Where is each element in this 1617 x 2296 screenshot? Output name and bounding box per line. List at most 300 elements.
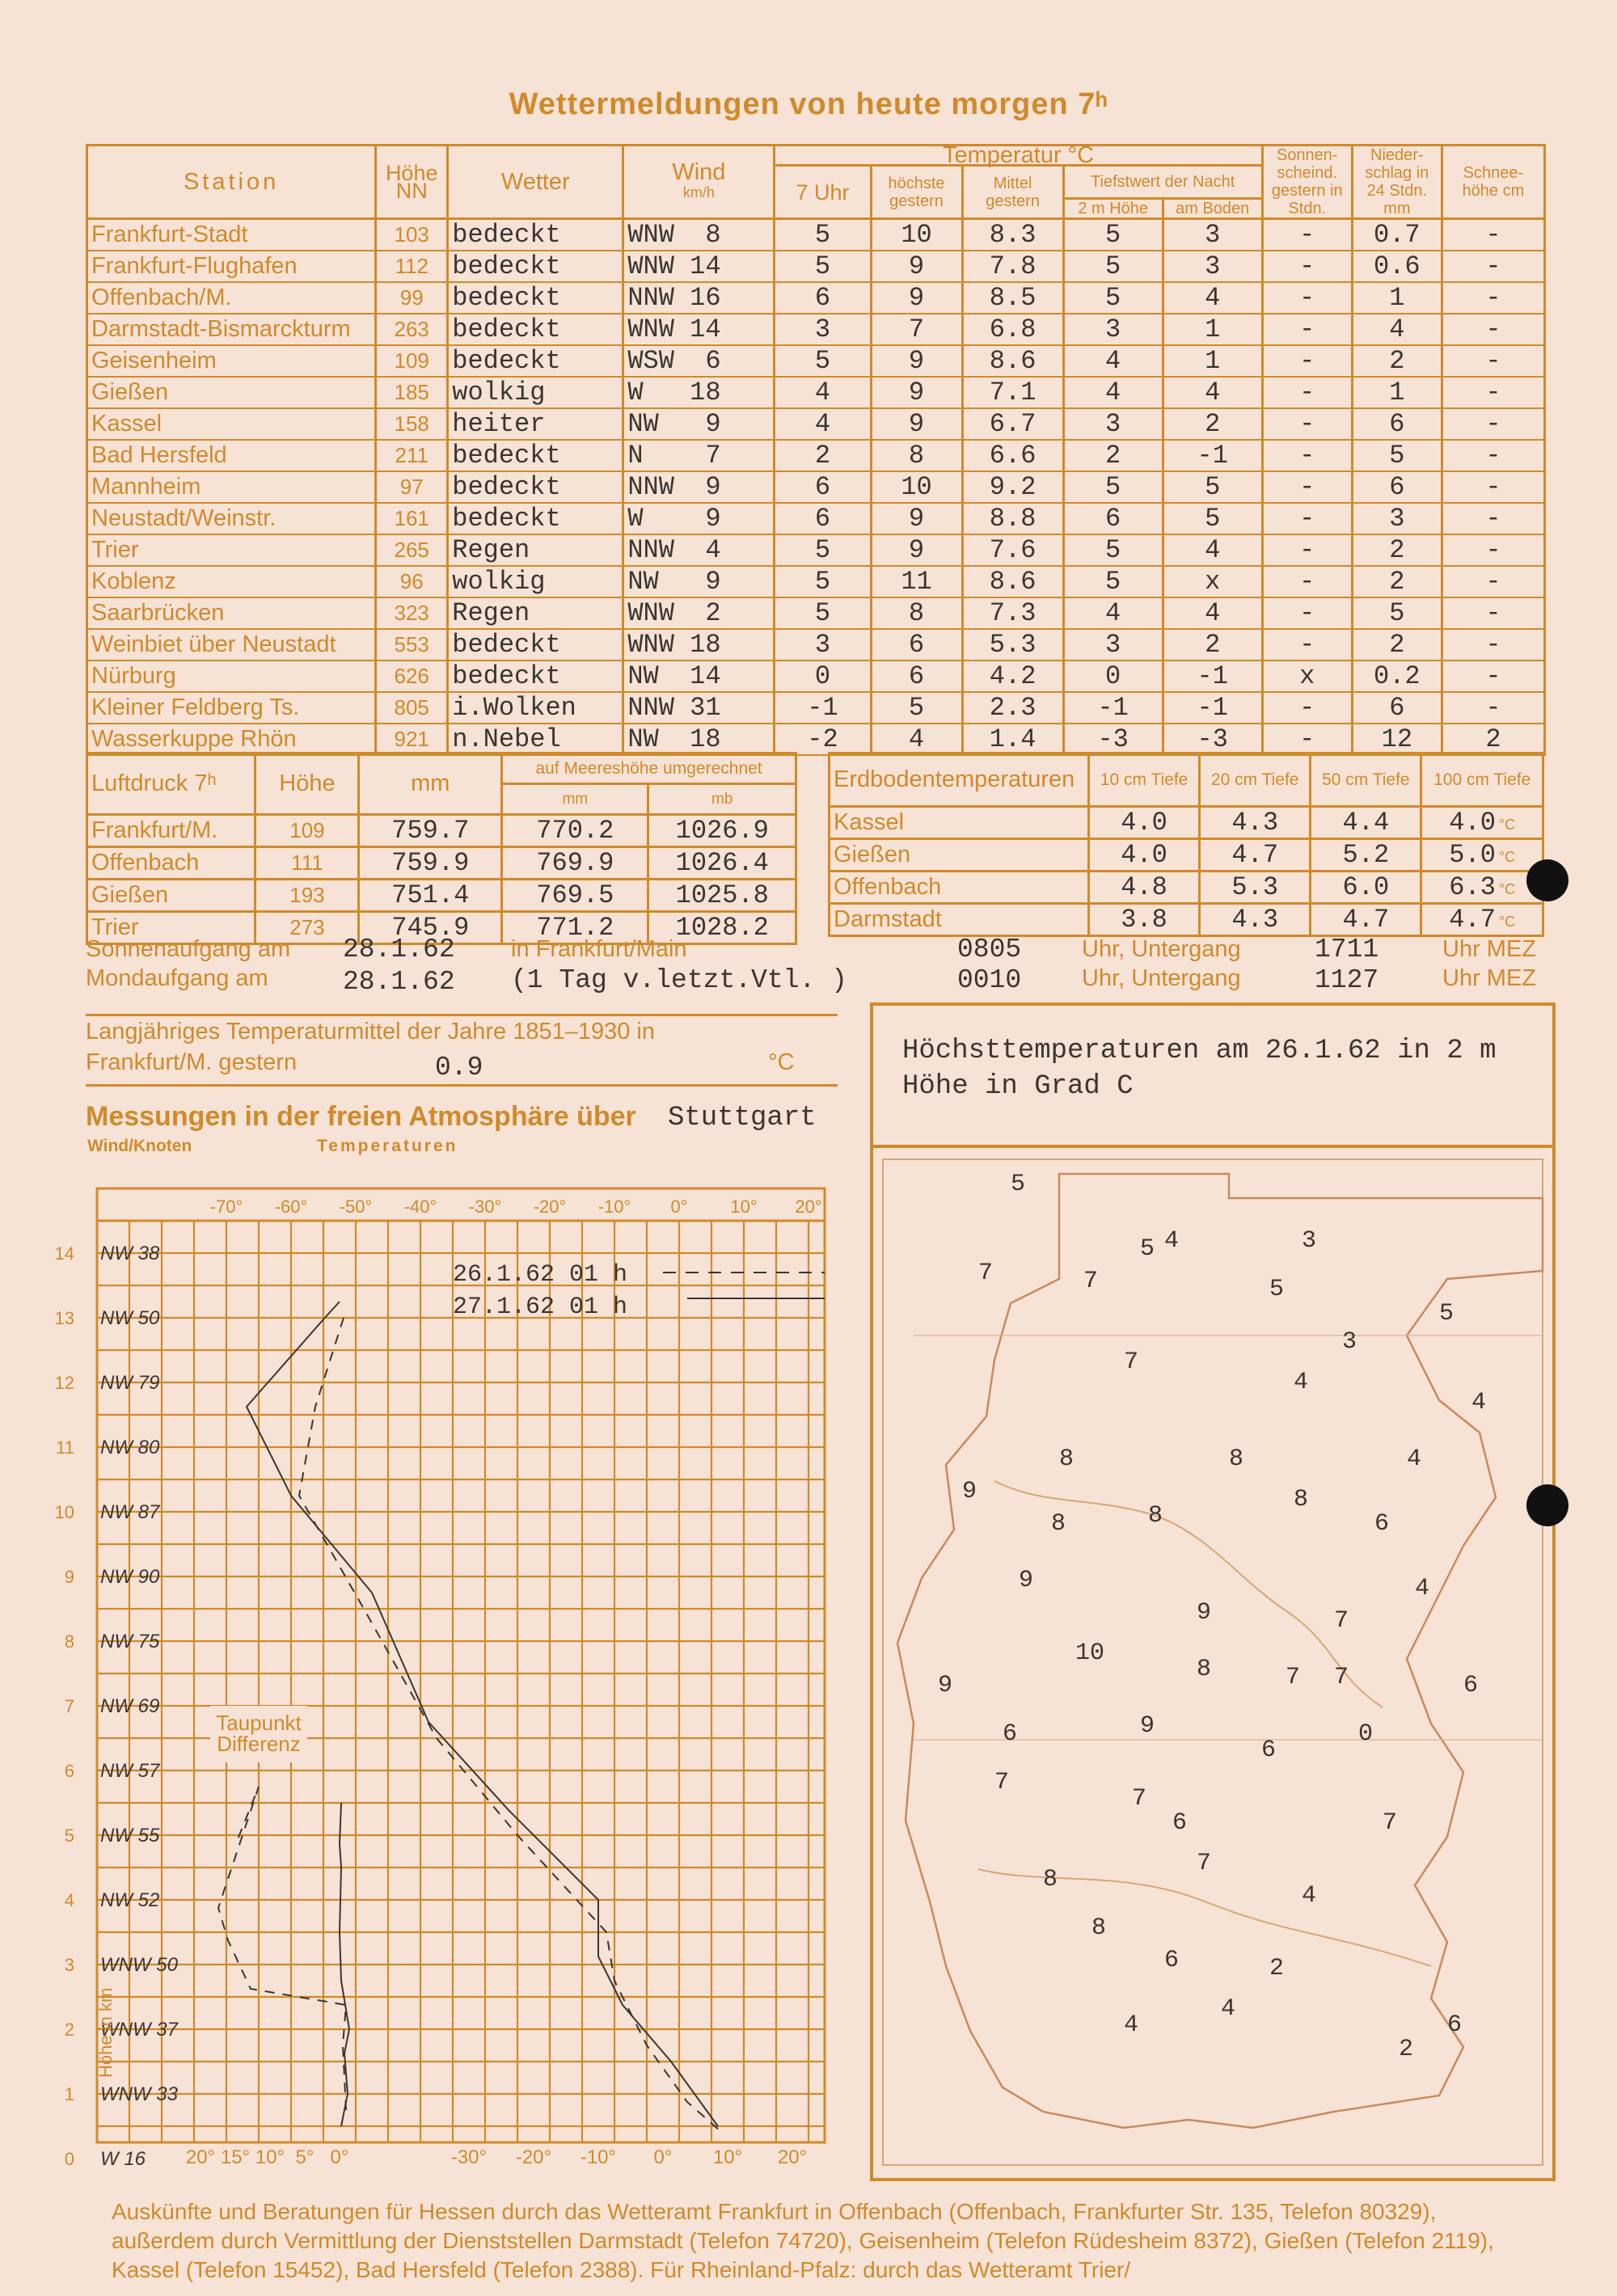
map-reading: 4	[1164, 1227, 1180, 1255]
cell: W 9	[623, 503, 775, 534]
table-row	[87, 377, 1545, 408]
cell: 158	[376, 408, 448, 440]
map-reading: 6	[1447, 2011, 1463, 2039]
cell: 4	[1063, 597, 1163, 629]
map-reading: 3	[1342, 1328, 1357, 1356]
cell: 759.7	[359, 815, 502, 847]
cell: 5	[1063, 282, 1163, 314]
sonnenaufgang-date: 28.1.62	[343, 935, 455, 964]
cell: -	[1262, 629, 1352, 661]
cell	[1421, 904, 1543, 936]
station-name: Offenbach	[87, 847, 255, 880]
table-row	[87, 503, 1545, 534]
km-tick: 5	[64, 1825, 74, 1846]
cell: 2	[1442, 724, 1544, 755]
map-reading: 7	[1334, 1607, 1349, 1635]
cell: 3	[775, 314, 871, 345]
cell: bedeckt	[448, 251, 623, 282]
cell: 626	[376, 661, 448, 692]
cell: Regen	[448, 597, 623, 629]
map-reading: 4	[1124, 2011, 1139, 2039]
cell: bedeckt	[448, 219, 623, 251]
col-station: Station	[87, 146, 376, 219]
map-reading: 5	[1011, 1171, 1026, 1198]
map-reading: 4	[1302, 1882, 1317, 1910]
map-title: Höchsttemperaturen am 26.1.62 in 2 m Höhe in Grad C	[902, 1036, 1497, 1102]
value: 4.3	[1231, 808, 1279, 838]
col-hoehe: Höhe NN	[376, 146, 448, 219]
value: 4.8	[1121, 872, 1167, 902]
mondaufgang-label: Mondaufgang am	[86, 965, 268, 991]
cell: bedeckt	[448, 314, 623, 345]
km-tick: 1	[64, 2084, 74, 2104]
cell: 769.9	[502, 847, 648, 880]
cell: 3	[1063, 629, 1163, 661]
cell: -1	[775, 692, 871, 724]
cell: -	[1262, 251, 1352, 282]
cell: WNW 18	[623, 629, 775, 661]
cell: 4	[1163, 534, 1262, 566]
cell: 111	[255, 847, 359, 880]
cell: 211	[376, 440, 448, 471]
wind-value: NW 57	[100, 1760, 160, 1782]
cell: 7	[871, 314, 962, 345]
cell: 12	[1352, 724, 1442, 755]
cell: -	[1442, 314, 1544, 345]
table-row	[87, 471, 1545, 503]
table-row	[87, 692, 1545, 724]
wind-value: NW 80	[100, 1437, 160, 1458]
map-reading: 9	[1019, 1567, 1034, 1594]
station-name: Koblenz	[87, 566, 376, 597]
wind-value: NW 52	[100, 1889, 160, 1911]
km-tick: 4	[64, 1890, 74, 1910]
atmosphere-heading: Messungen in der freien Atmosphäre über	[86, 1101, 636, 1132]
cell: 1025.8	[648, 880, 796, 912]
cell: 8.3	[962, 219, 1063, 251]
cell: 6	[775, 282, 871, 314]
top-tick: -10°	[597, 1197, 631, 1217]
table-row	[830, 904, 1543, 936]
map-reading: 0	[1358, 1720, 1374, 1748]
bottom-tick: 0°	[330, 2146, 349, 2168]
atmosphere-city: Stuttgart	[668, 1103, 817, 1133]
col-wetter: Wetter	[448, 146, 623, 219]
cell: 4	[1163, 282, 1262, 314]
cell: 5	[775, 251, 871, 282]
taupunkt-label-2: Differenz	[217, 1732, 301, 1756]
cell: 771.2	[502, 912, 648, 944]
cell: 2	[1352, 345, 1442, 377]
col-7uhr: 7 Uhr	[775, 166, 871, 219]
cell: -	[1262, 471, 1352, 503]
value: 4.3	[1231, 905, 1279, 935]
cell: -	[1262, 692, 1352, 724]
cell: -	[1262, 503, 1352, 534]
cell: bedeckt	[448, 661, 623, 692]
station-name: Kassel	[830, 807, 1089, 839]
temp-label: Temperaturen	[317, 1137, 458, 1155]
table-row	[830, 807, 1543, 839]
value: 5.2	[1342, 840, 1390, 870]
luftdruck-table	[86, 752, 797, 945]
cell: 770.2	[502, 815, 648, 847]
cell: 5	[1063, 534, 1163, 566]
cell: 5.3	[962, 629, 1063, 661]
cell: NW 9	[623, 566, 775, 597]
col-tiefst-boden: am Boden	[1163, 199, 1262, 219]
cell: bedeckt	[448, 440, 623, 471]
map-reading: 7	[1383, 1809, 1398, 1837]
table-row	[87, 847, 796, 880]
cell: bedeckt	[448, 282, 623, 314]
table-row	[87, 282, 1545, 314]
cell: 185	[376, 377, 448, 408]
cell: -	[1442, 471, 1544, 503]
wind-value: NW 55	[100, 1825, 160, 1847]
cell: 112	[376, 251, 448, 282]
erdboden-20: 20 cm Tiefe	[1200, 753, 1311, 807]
cell: 9	[871, 503, 962, 534]
cell: 1	[1352, 377, 1442, 408]
cell: 6	[775, 471, 871, 503]
cell: NW 18	[623, 724, 775, 755]
cell: 103	[376, 219, 448, 251]
cell	[1200, 872, 1311, 904]
ort-label: in Frankfurt/Main	[511, 936, 687, 962]
cell	[1200, 904, 1311, 936]
cell: 5	[775, 219, 871, 251]
top-tick: -70°	[209, 1197, 243, 1217]
col-sonne: Sonnen-scheind. gestern in Stdn.	[1262, 146, 1352, 219]
table-row	[87, 345, 1545, 377]
cell: 3	[775, 629, 871, 661]
map-reading: 9	[1140, 1712, 1155, 1740]
col-schnee: Schnee-höhe cm	[1442, 146, 1544, 219]
cell: 2	[1063, 440, 1163, 471]
cell: 2.3	[962, 692, 1063, 724]
cell: 5	[1163, 471, 1262, 503]
map-reading: 6	[1261, 1737, 1277, 1764]
map-reading: 6	[1164, 1947, 1180, 1974]
cell: -	[1262, 314, 1352, 345]
cell: 9	[871, 408, 962, 440]
cell: 109	[376, 345, 448, 377]
cell: 193	[255, 880, 359, 912]
cell: 9	[871, 377, 962, 408]
cell: Regen	[448, 534, 623, 566]
top-tick: -60°	[274, 1197, 308, 1217]
cell: -	[1262, 597, 1352, 629]
cell: -1	[1163, 440, 1262, 471]
value: 4.4	[1342, 808, 1390, 838]
cell	[1311, 839, 1421, 872]
mond-unter: 1127	[1315, 965, 1379, 995]
cell: -1	[1163, 661, 1262, 692]
top-tick: -50°	[339, 1197, 373, 1217]
cell: 6	[871, 661, 962, 692]
cell: 553	[376, 629, 448, 661]
cell: -	[1442, 692, 1544, 724]
map-reading: 6	[1003, 1720, 1018, 1748]
map-reading: 9	[938, 1672, 953, 1699]
cell: 2	[775, 440, 871, 471]
luftdruck-meer-mb: mb	[648, 784, 796, 815]
map-grid	[914, 1336, 1543, 1740]
cell: -	[1442, 534, 1544, 566]
table-row	[87, 661, 1545, 692]
bottom-tick: 20°	[777, 2146, 808, 2168]
cell: -	[1442, 282, 1544, 314]
atmosphere-grid	[97, 1188, 825, 2142]
footer-text: Auskünfte und Beratungen für Hessen durch das Wetteramt Frankfurt in Offenbach (Offenbach, Frankfurter Str. 135, Telefon 80329), außerdem durch Vermittlung der Dienststellen Darmstadt (Telefon 74720), Geisenheim (Telefon Rüdesheim 8372), Gießen (Telefon 2119), Kassel (Telefon 15452), Bad Hersfeld (Telefon 2388). Für Rheinland-Pfalz: durch das Wetteramt Trier/	[112, 2199, 1494, 2282]
cell: 7.8	[962, 251, 1063, 282]
cell: bedeckt	[448, 503, 623, 534]
wind-value: NW 38	[100, 1243, 160, 1264]
table-row	[87, 251, 1545, 282]
map-reading: 8	[1091, 1914, 1107, 1942]
cell: -	[1442, 345, 1544, 377]
page-title: Wettermeldungen von heute morgen 7ʰ	[509, 87, 1108, 121]
station-name: Neustadt/Weinstr.	[87, 503, 376, 534]
cell: 6.7	[962, 408, 1063, 440]
km-tick: 10	[54, 1502, 74, 1522]
value: 6.3	[1449, 872, 1496, 902]
cell: 9	[871, 282, 962, 314]
km-tick: 3	[64, 1955, 74, 1975]
cell: 0.7	[1352, 219, 1442, 251]
unit: °C	[1498, 914, 1516, 930]
cell: 6	[1352, 471, 1442, 503]
cell	[1311, 807, 1421, 839]
map-reading: 8	[1294, 1486, 1309, 1513]
bottom-tick: -10°	[580, 2146, 617, 2168]
table-row	[87, 880, 796, 912]
wind-value: NW 69	[100, 1695, 160, 1717]
cell: 7.6	[962, 534, 1063, 566]
map-reading: 6	[1463, 1672, 1479, 1699]
map-reading: 8	[1148, 1502, 1163, 1530]
cell: 7.1	[962, 377, 1063, 408]
station-name: Kassel	[87, 408, 376, 440]
cell: 5	[1352, 597, 1442, 629]
cell: NNW 9	[623, 471, 775, 503]
map-reading: 7	[1124, 1348, 1139, 1376]
cell: 2	[1163, 629, 1262, 661]
cell: 1026.9	[648, 815, 796, 847]
luftdruck-meer-mm: mm	[502, 784, 648, 815]
bottom-tick: 5°	[295, 2146, 315, 2168]
cell: WNW 14	[623, 251, 775, 282]
map-reading: 8	[1051, 1510, 1066, 1538]
map-reading: 2	[1399, 2036, 1414, 2063]
atmosphere-labels	[55, 1197, 822, 2170]
cell: 8.8	[962, 503, 1063, 534]
sonnenaufgang-label: Sonnenaufgang am	[86, 936, 291, 962]
wind-value: NW 87	[100, 1501, 160, 1523]
cell: 4	[871, 724, 962, 755]
map-reading: 7	[1197, 1850, 1212, 1877]
bottom-tick: -30°	[450, 2146, 488, 2168]
map-reading: 4	[1407, 1446, 1422, 1473]
luftdruck-mm: mm	[359, 753, 502, 815]
map-reading: 5	[1140, 1235, 1155, 1263]
cell: 8	[871, 440, 962, 471]
map-reading: 9	[1197, 1599, 1212, 1627]
map-reading: 4	[1415, 1575, 1430, 1602]
cell: NW 9	[623, 408, 775, 440]
cell: 0	[1063, 661, 1163, 692]
cell: 8.6	[962, 566, 1063, 597]
sonne-unter: 1711	[1315, 935, 1379, 964]
km-tick: 11	[56, 1437, 74, 1458]
cell: 4	[1163, 377, 1262, 408]
cell: -3	[1163, 724, 1262, 755]
cell: 805	[376, 692, 448, 724]
wind-value: WNW 50	[100, 1954, 178, 1976]
cell: 6	[871, 629, 962, 661]
table-row	[87, 408, 1545, 440]
sonne-auf: 0805	[957, 935, 1022, 964]
cell: -	[1442, 629, 1544, 661]
cell: 1	[1352, 282, 1442, 314]
table-row	[87, 440, 1545, 471]
cell: 5	[775, 597, 871, 629]
value: 6.0	[1342, 872, 1390, 902]
km-tick: 9	[64, 1567, 74, 1587]
temp-curve-26	[299, 1318, 720, 2130]
station-name: Frankfurt-Flughafen	[87, 251, 376, 282]
map-reading: 7	[1286, 1664, 1301, 1691]
legend-1: 26.1.62 01 h	[453, 1261, 628, 1289]
cell: -	[1442, 597, 1544, 629]
cell: wolkig	[448, 566, 623, 597]
km-tick: 13	[54, 1308, 74, 1328]
top-tick: 0°	[670, 1197, 688, 1217]
cell: 1026.4	[648, 847, 796, 880]
cell: 4	[1063, 345, 1163, 377]
cell: 10	[871, 471, 962, 503]
cell: WNW 2	[623, 597, 775, 629]
map-reading: 7	[978, 1260, 994, 1287]
col-mittel: Mittel gestern	[962, 166, 1063, 219]
wind-value: WNW 37	[100, 2019, 178, 2041]
value: 4.0	[1121, 840, 1167, 870]
legend-2: 27.1.62 01 h	[453, 1294, 628, 1321]
cell: -	[1442, 440, 1544, 471]
station-name: Gießen	[87, 377, 376, 408]
cell: 99	[376, 282, 448, 314]
bottom-tick: 10°	[255, 2146, 285, 2168]
cell: 323	[376, 597, 448, 629]
station-name: Nürburg	[87, 661, 376, 692]
mond-auf: 0010	[957, 965, 1022, 995]
mez-1: Uhr MEZ	[1442, 936, 1536, 962]
table-row	[87, 314, 1545, 345]
km-tick: 2	[64, 2020, 74, 2040]
cell: 2	[1352, 534, 1442, 566]
cell: NNW 16	[623, 282, 775, 314]
cell: 8.5	[962, 282, 1063, 314]
mez-2: Uhr MEZ	[1442, 965, 1536, 991]
cell: -1	[1163, 692, 1262, 724]
cell: bedeckt	[448, 471, 623, 503]
station-name: Frankfurt/M.	[87, 815, 255, 847]
station-weather-table	[86, 144, 1546, 756]
cell: -	[1262, 440, 1352, 471]
cell: 9	[871, 345, 962, 377]
cell: 11	[871, 566, 962, 597]
cell: 745.9	[359, 912, 502, 944]
cell	[1200, 839, 1311, 872]
cell: -	[1442, 219, 1544, 251]
value: 4.7	[1342, 905, 1390, 935]
cell: 1.4	[962, 724, 1063, 755]
station-name: Gießen	[830, 839, 1089, 872]
map-reading: 8	[1229, 1446, 1244, 1473]
cell: 265	[376, 534, 448, 566]
value: 4.7	[1231, 840, 1279, 870]
erdboden-table	[828, 752, 1544, 937]
cell: 3	[1163, 251, 1262, 282]
cell: -	[1442, 251, 1544, 282]
cell: i.Wolken	[448, 692, 623, 724]
map-reading: 10	[1075, 1640, 1105, 1667]
map-reading: 8	[1059, 1446, 1074, 1473]
cell: WNW 14	[623, 314, 775, 345]
cell	[1089, 872, 1200, 904]
map-reading: 7	[1334, 1664, 1349, 1691]
station-name: Wasserkuppe Rhön	[87, 724, 376, 755]
map-reading: 7	[1132, 1785, 1147, 1813]
cell: 5	[871, 692, 962, 724]
col-tiefst-2m: 2 m Höhe	[1063, 199, 1163, 219]
cell: N 7	[623, 440, 775, 471]
station-name: Offenbach/M.	[87, 282, 376, 314]
cell: -3	[1063, 724, 1163, 755]
cell: 5	[1163, 503, 1262, 534]
cell: -	[1262, 408, 1352, 440]
cell: bedeckt	[448, 629, 623, 661]
map-reading: 7	[994, 1769, 1010, 1796]
station-name: Bad Hersfeld	[87, 440, 376, 471]
station-name: Frankfurt-Stadt	[87, 219, 376, 251]
bottom-tick: 0°	[653, 2146, 673, 2168]
table-row	[830, 839, 1543, 872]
cell: 10	[871, 219, 962, 251]
cell: 4	[775, 377, 871, 408]
hoehe-label: Höhe in km	[95, 1987, 116, 2078]
cell: 6	[1352, 692, 1442, 724]
table-row	[87, 566, 1545, 597]
cell: 4	[1163, 597, 1262, 629]
cell: 1028.2	[648, 912, 796, 944]
cell: 9.2	[962, 471, 1063, 503]
station-name: Saarbrücken	[87, 597, 376, 629]
cell: 0	[775, 661, 871, 692]
cell: 8	[871, 597, 962, 629]
table-row	[87, 724, 1545, 755]
map-reading: 8	[1197, 1656, 1212, 1683]
cell: 921	[376, 724, 448, 755]
cell: -2	[775, 724, 871, 755]
col-tiefst: Tiefstwert der Nacht	[1063, 166, 1262, 199]
table-row	[87, 534, 1545, 566]
value: 4.0	[1121, 808, 1167, 838]
value: 5.0	[1449, 840, 1496, 870]
km-tick: 0	[64, 2149, 74, 2169]
cell: W 18	[623, 377, 775, 408]
